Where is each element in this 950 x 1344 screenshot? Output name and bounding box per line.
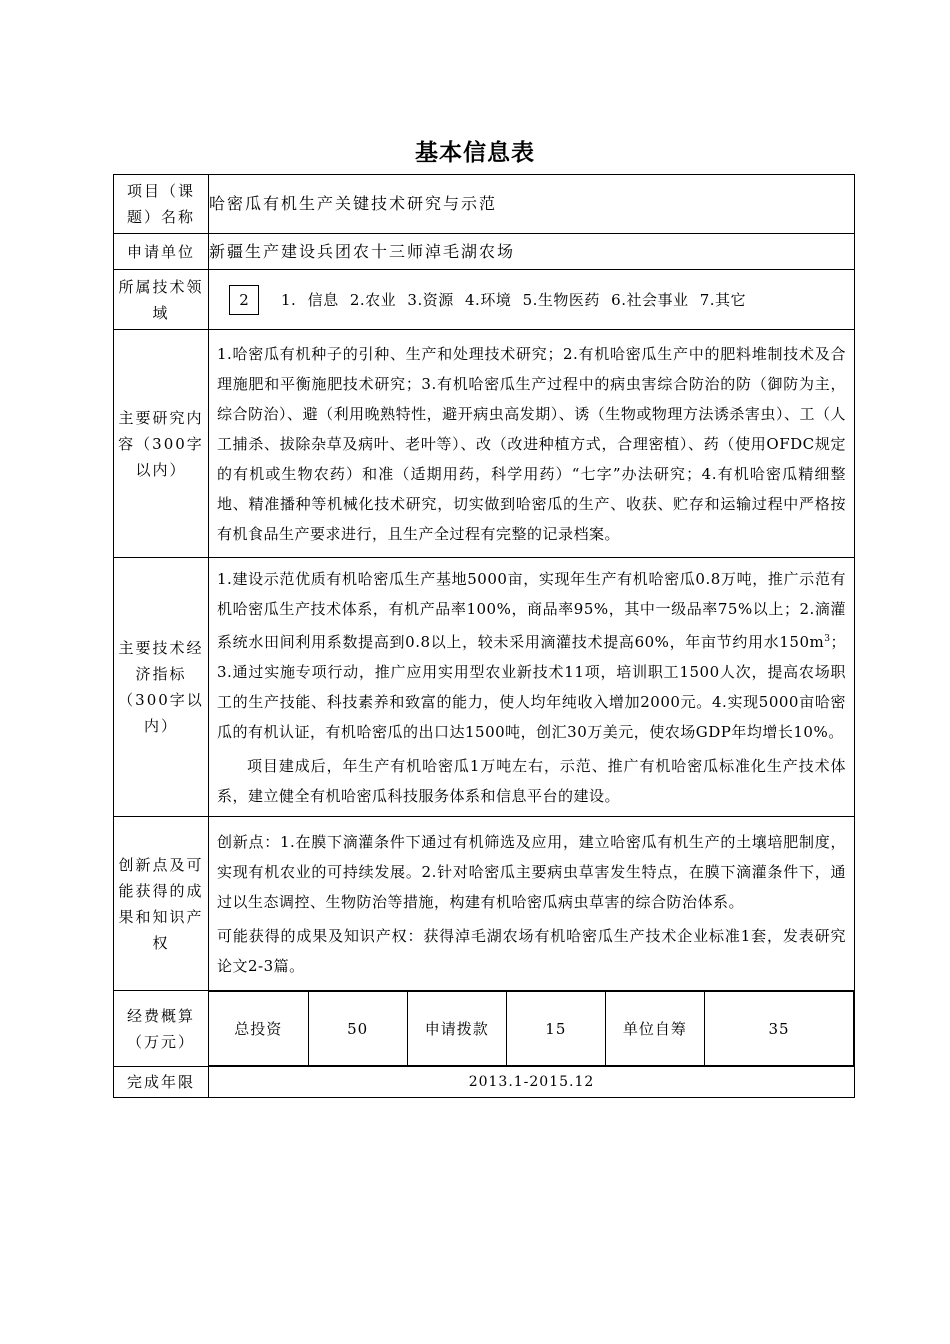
tech-field-selected-box: 2 xyxy=(229,285,259,315)
row-budget xyxy=(114,991,855,1067)
label-applicant: 申请单位 xyxy=(114,234,209,270)
row-project-name xyxy=(114,175,855,234)
innovation-points: 创新点：1.在膜下滴灌条件下通过有机筛选及应用，建立哈密瓜有机生产的土壤培肥制度，实现有机农业的可持续发展。2.针对哈密瓜主要病虫草害发生特点，在膜下滴灌条件下，通过以生态调控、生物防治等措施，构建有机哈密瓜病虫草害的综合防治体系。 xyxy=(217,832,846,911)
page-title: 基本信息表 xyxy=(415,139,535,166)
indicators-summary: 项目建成后，年生产有机哈密瓜1万吨左右，示范、推广有机哈密瓜标准化生产技术体系，建立健全有机哈密瓜科技服务体系和信息平台的建设。 xyxy=(217,756,846,805)
value-budget xyxy=(209,991,855,1067)
budget-self-label: 单位自筹 xyxy=(605,992,704,1066)
budget-total-label: 总投资 xyxy=(209,992,308,1066)
value-applicant: 新疆生产建设兵团农十三师淖毛湖农场 xyxy=(209,234,855,270)
value-indicators xyxy=(209,558,855,817)
indicators-text-part-1: 1.建设示范优质有机哈密瓜生产基地5000亩，实现年生产有机哈密瓜0.8万吨，推广示范有机哈密瓜生产技术体系，有机产品率100%，商品率95%，其中一级品率75%以上；2.滴灌系统水田间利用系数提高到0.8以上，较未采用滴灌技术提高60%，年亩节约用水150m xyxy=(217,569,846,651)
label-budget: 经费概算（万元） xyxy=(114,991,209,1067)
indicators-superscript: 3 xyxy=(824,633,831,644)
value-project-name: 哈密瓜有机生产关键技术研究与示范 xyxy=(209,175,855,234)
row-period xyxy=(114,1067,855,1098)
budget-apply-value: 15 xyxy=(506,992,605,1066)
value-tech-field xyxy=(209,270,855,330)
innovation-outcomes: 可能获得的成果及知识产权：获得淖毛湖农场有机哈密瓜生产技术企业标准1套，发表研究论文2-3篇。 xyxy=(217,926,846,975)
basic-info-table xyxy=(113,174,855,1098)
label-project-name: 项目（课题）名称 xyxy=(114,175,209,234)
indicators-text xyxy=(209,562,854,749)
budget-self-value: 35 xyxy=(705,992,854,1066)
row-innovation xyxy=(114,817,855,991)
row-indicators xyxy=(114,558,855,817)
label-research-content: 主要研究内容（300字以内） xyxy=(114,330,209,558)
row-tech-field xyxy=(114,270,855,330)
indicators-text-part-2: ；3.通过实施专项行动，推广应用实用型农业新技术11项，培训职工1500人次，提高农场职工的生产技能、科技素养和致富的能力，使人均年纯收入增加2000元。4.实现5000亩哈密瓜的有机认证，有机哈密瓜的出口达1500吨，创汇30万美元，使农场GDP年均增长10%。 xyxy=(217,632,846,741)
label-indicators: 主要技术经济指标（300字以内） xyxy=(114,558,209,817)
label-tech-field: 所属技术领 域 xyxy=(114,270,209,330)
budget-table xyxy=(209,991,854,1066)
label-period: 完成年限 xyxy=(114,1067,209,1098)
value-innovation xyxy=(209,817,855,991)
tech-field-options: 1. 信息 2.农业 3.资源 4.环境 5.生物医药 6.社会事业 7.其它 xyxy=(281,291,747,309)
value-research-content xyxy=(209,330,855,558)
research-content-text: 1.哈密瓜有机种子的引种、生产和处理技术研究；2.有机哈密瓜生产中的肥料堆制技术及合理施肥和平衡施肥技术研究；3.有机哈密瓜生产过程中的病虫害综合防治的防（御防为主，综合防治）、避（利用晚熟特性，避开病虫高发期）、诱（生物或物理方法诱杀害虫）、工（人工捕杀、拔除杂草及病叶、老叶等）、改（改进种植方式，合理密植）、药（使用OFDC规定的有机或生物农药）和准（适期用药，科学用药）“七字”办法研究；4.有机哈密瓜精细整地、精准播种等机械化技术研究，切实做到哈密瓜的生产、收获、贮存和运输过程中严格按有机食品生产要求进行，且生产全过程有完整的记录档案。 xyxy=(217,344,846,543)
value-period: 2013.1-2015.12 xyxy=(209,1067,855,1098)
row-research-content xyxy=(114,330,855,558)
budget-apply-label: 申请拨款 xyxy=(407,992,506,1066)
row-applicant xyxy=(114,234,855,270)
budget-total-value: 50 xyxy=(308,992,407,1066)
label-innovation: 创新点及可能获得的成果和知识产权 xyxy=(114,817,209,991)
